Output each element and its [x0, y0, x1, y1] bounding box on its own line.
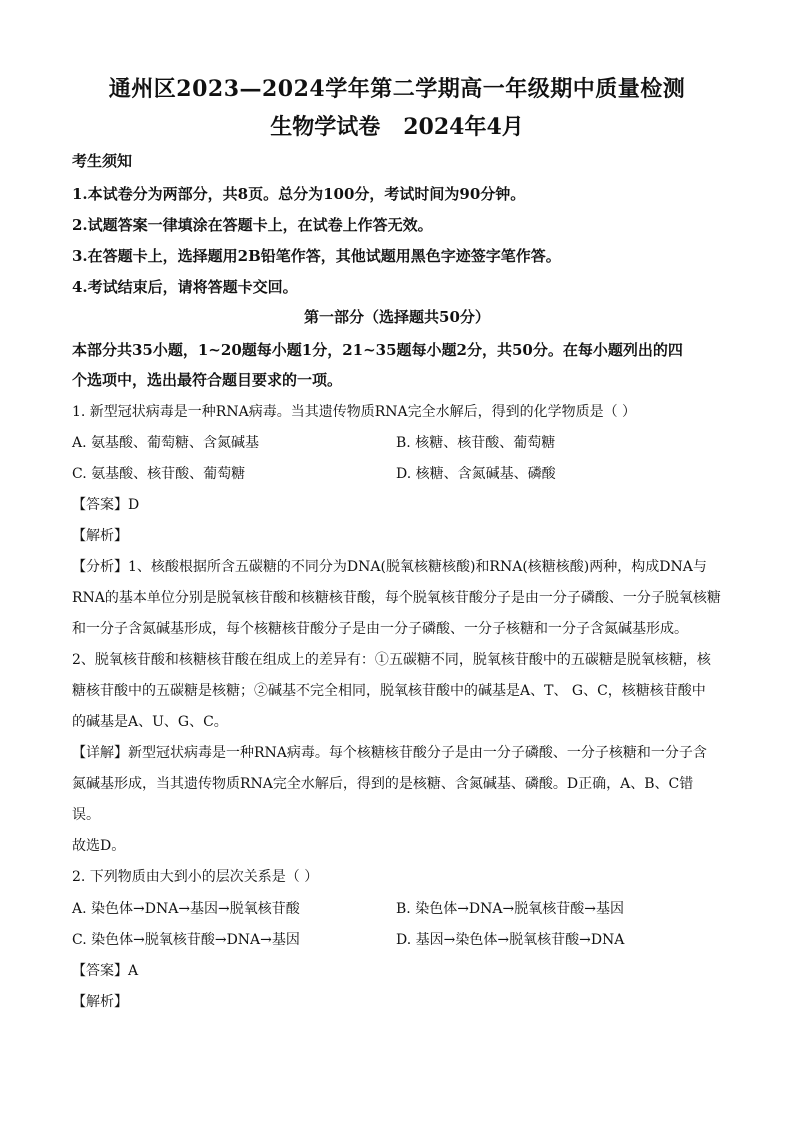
q2-stem: 2. 下列物质由大到小的层次关系是（ ） — [72, 869, 319, 885]
section-heading: 第一部分（选择题共50分） — [304, 308, 490, 326]
q1-stem: 1. 新型冠状病毒是一种RNA病毒。当其遗传物质RNA完全水解后，得到的化学物质是（ ） — [72, 404, 637, 420]
q1-fenxi-line-1: 【分析】1、核酸根据所含五碳糖的不同分为DNA(脱氧核糖核酸)和RNA(核糖核酸)两种，构成DNA与 — [72, 559, 707, 575]
exam-title: 通州区2023—2024学年第二学期高一年级期中质量检测 — [108, 76, 686, 102]
q1-fenxi-line-4: 2、脱氧核苷酸和核糖核苷酸在组成上的差异有：①五碳糖不同，脱氧核苷酸中的五碳糖是脱氧核糖，核 — [72, 652, 711, 668]
section-instructions-2: 个选项中，选出最符合题目要求的一项。 — [72, 371, 343, 389]
q1-option-a: A. 氨基酸、葡萄糖、含氮碱基 — [72, 435, 260, 451]
notice-heading: 考生须知 — [72, 152, 133, 170]
q1-detail-line-1: 【详解】新型冠状病毒是一种RNA病毒。每个核糖核苷酸分子是由一分子磷酸、一分子核糖和一分子含 — [72, 745, 707, 761]
q2-option-b: B. 染色体→DNA→脱氧核苷酸→基因 — [396, 901, 624, 917]
q1-fenxi-line-6: 的碱基是A、U、G、C。 — [72, 714, 228, 730]
q2-option-d: D. 基因→染色体→脱氧核苷酸→DNA — [396, 932, 625, 948]
q1-analysis-tag: 【解析】 — [72, 528, 128, 544]
q1-detail-line-3: 误。 — [72, 807, 100, 823]
q2-analysis-tag: 【解析】 — [72, 994, 128, 1010]
exam-subtitle: 生物学试卷 2024年4月 — [270, 114, 524, 140]
section-instructions-1: 本部分共35小题，1~20题每小题1分，21~35题每小题2分，共50分。在每小题列出的四 — [72, 341, 683, 359]
q1-option-d: D. 核糖、含氮碱基、磷酸 — [396, 466, 556, 482]
notice-item-1: 1.本试卷分为两部分，共8页。总分为100分，考试时间为90分钟。 — [72, 185, 526, 203]
q1-fenxi-line-5: 糖核苷酸中的五碳糖是核糖；②碱基不完全相同，脱氧核苷酸中的碱基是A、T、 G、C，核糖核苷酸中 — [72, 683, 706, 699]
q2-answer: 【答案】A — [72, 963, 139, 979]
q1-detail-line-2: 氮碱基形成，当其遗传物质RNA完全水解后，得到的是核糖、含氮碱基、磷酸。D正确，A、B、C错 — [72, 776, 694, 792]
q1-option-c: C. 氨基酸、核苷酸、葡萄糖 — [72, 466, 246, 482]
q2-option-c: C. 染色体→脱氧核苷酸→DNA→基因 — [72, 932, 300, 948]
q1-option-b: B. 核糖、核苷酸、葡萄糖 — [396, 435, 556, 451]
notice-item-2: 2.试题答案一律填涂在答题卡上，在试卷上作答无效。 — [72, 216, 433, 234]
q1-fenxi-line-2: RNA的基本单位分别是脱氧核苷酸和核糖核苷酸，每个脱氧核苷酸分子是由一分子磷酸、一分子脱氧核糖 — [72, 590, 721, 606]
q1-fenxi-line-3: 和一分子含氮碱基形成，每个核糖核苷酸分子是由一分子磷酸、一分子核糖和一分子含氮碱基形成。 — [72, 621, 688, 637]
notice-item-4: 4.考试结束后，请将答题卡交回。 — [72, 278, 298, 296]
q1-conclusion: 故选D。 — [72, 838, 126, 854]
q2-option-a: A. 染色体→DNA→基因→脱氧核苷酸 — [72, 901, 300, 917]
notice-item-3: 3.在答题卡上，选择题用2B铅笔作答，其他试题用黑色字迹签字笔作答。 — [72, 247, 561, 265]
q1-answer: 【答案】D — [72, 497, 140, 513]
